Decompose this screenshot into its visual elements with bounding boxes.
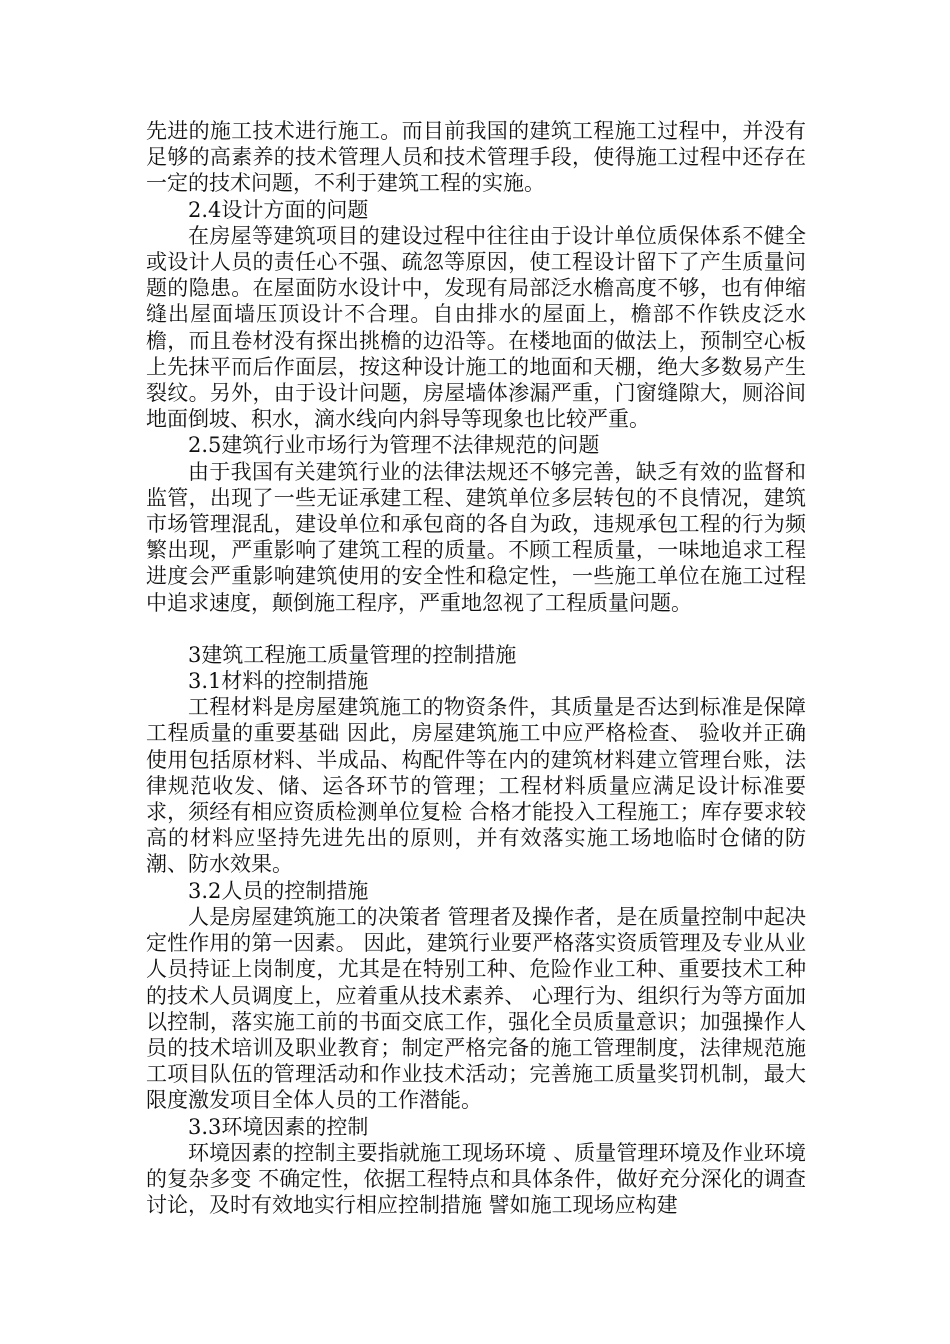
document-page [146, 118, 806, 1218]
section-heading-2-4: 2.4设计方面的问题 [188, 197, 369, 222]
section-heading-3-2: 3.2人员的控制措施 [188, 878, 369, 903]
paragraph-design-issues: 在房屋等建筑项目的建设过程中往往由于设计单位质保体系不健全或设计人员的责任心不强、疏忽等原因，使工程设计留下了产生质量问题的隐患。在屋面防水设计中，发现有局部泛水檐高度不够，也有伸缩缝出屋面墙压顶设计不合理。自由排水的屋面上，檐部不作铁皮泛水檐，而且卷材没有探出挑檐的边沿等。在楼地面的做法上，预制空心板上先抹平而后作面层，按这种设计施工的地面和天棚，绝大多数易产生裂纹。另外，由于设计问题，房屋墙体渗漏严重，门窗缝隙大，厕浴间地面倒坡、积水，滴水线向内斜导等现象也比较严重。 [146, 223, 806, 432]
paragraph-material-control: 工程材料是房屋建筑施工的物资条件，其质量是否达到标准是保障工程质量的重要基础 因此，房屋建筑施工中应严格检查、 验收并正确使用包括原材料、半成品、构配件等在内的建筑材料建立管理台账，法律规范收发、储、运各环节的管理；工程材料质量应满足设计标准要求，须经有相应资质检测单位复检 合格才能投入工程施工；库存要求较高的材料应坚持先进先出的原则，并有效落实施工场地临时仓储的防潮、防水效果。 [146, 695, 806, 877]
paragraph-personnel-control: 人是房屋建筑施工的决策者 管理者及操作者，是在质量控制中起决定性作用的第一因素。 因此，建筑行业要严格落实资质管理及专业从业人员持证上岗制度，尤其是在特别工种、危险作业工种、重要技术工种的技术人员调度上，应着重从技术素养、 心理行为、组织行为等方面加以控制，落实施工前的书面交底工作，强化全员质量意识；加强操作人员的技术培训及职业教育；制定严格完备的施工管理制度，法律规范施工项目队伍的管理活动和作业技术活动；完善施工质量奖罚机制，最大限度激发项目全体人员的工作潜能。 [146, 904, 806, 1113]
section-heading-3: 3建筑工程施工质量管理的控制措施 [188, 642, 517, 667]
paragraph-environment-control: 环境因素的控制主要指就施工现场环境 、质量管理环境及作业环境的复杂多变 不确定性，依据工程特点和具体条件，做好充分深化的调查讨论，及时有效地实行相应控制措施 譬如施工现场应构建 [146, 1140, 806, 1218]
paragraph-intro: 先进的施工技术进行施工。而目前我国的建筑工程施工过程中，并没有足够的高素养的技术管理人员和技术管理手段，使得施工过程中还存在一定的技术问题，不利于建筑工程的实施。 [146, 119, 806, 196]
section-heading-3-3: 3.3环境因素的控制 [188, 1114, 369, 1139]
blank-line [146, 616, 806, 642]
section-heading-2-5: 2.5建筑行业市场行为管理不法律规范的问题 [188, 433, 600, 458]
paragraph-market-issues: 由于我国有关建筑行业的法律法规还不够完善，缺乏有效的监督和监管，出现了一些无证承建工程、建筑单位多层转包的不良情况，建筑市场管理混乱，建设单位和承包商的各自为政，违规承包工程的行为频繁出现，严重影响了建筑工程的质量。不顾工程质量，一味地追求工程进度会严重影响建筑使用的安全性和稳定性，一些施工单位在施工过程中追求速度，颠倒施工程序，严重地忽视了工程质量问题。 [146, 459, 806, 615]
section-heading-3-1: 3.1材料的控制措施 [188, 669, 369, 694]
